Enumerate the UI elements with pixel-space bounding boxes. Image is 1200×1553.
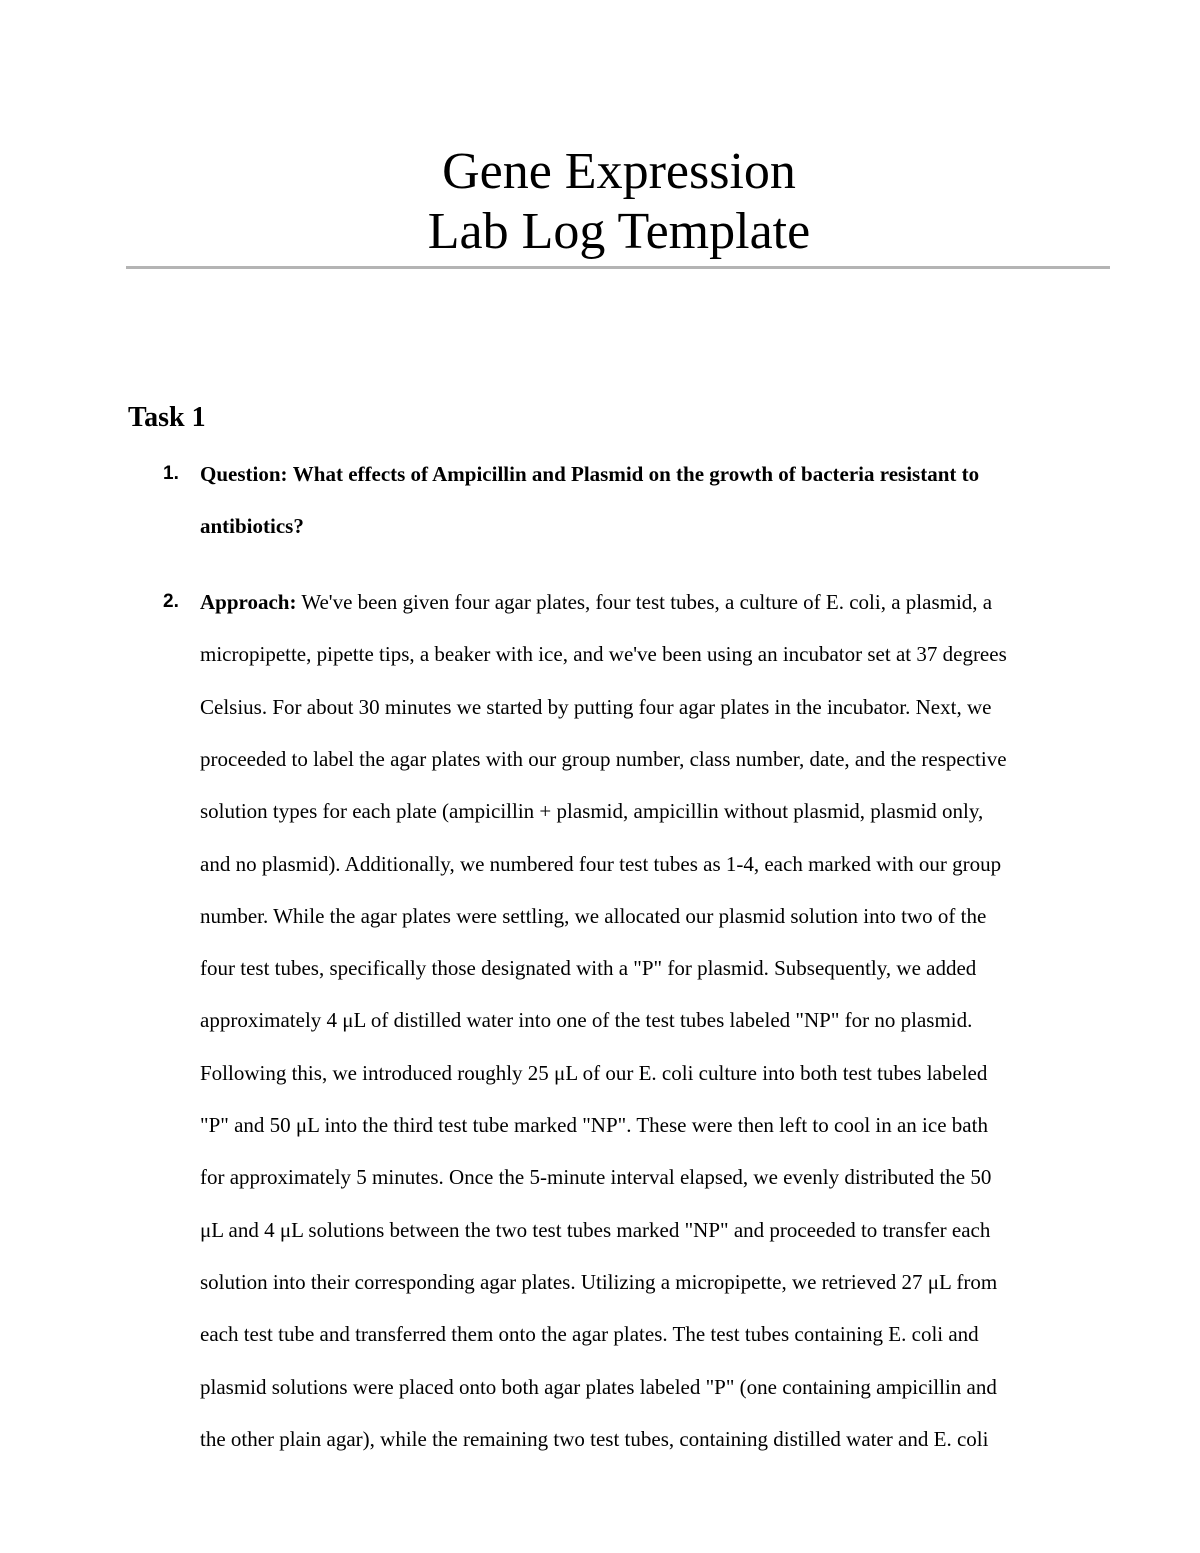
item-text-line (200, 500, 304, 552)
item-text: proceeded to label the agar plates with our group number, class number, date, and the respective (200, 746, 1007, 771)
item-text: μL and 4 μL solutions between the two test tubes marked "NP" and proceeded to transfer each (200, 1217, 991, 1242)
item-text-line (200, 1099, 988, 1151)
item-text-line (200, 942, 976, 994)
title-divider (126, 266, 1110, 269)
item-text-line (200, 733, 1007, 785)
item-text: each test tube and transferred them onto the agar plates. The test tubes containing E. coli and (200, 1322, 979, 1347)
item-text-line (200, 1256, 997, 1308)
title-line-2: Lab Log Template (427, 203, 811, 260)
item-text: approximately 4 μL of distilled water into one of the test tubes labeled "NP" for no plasmid. (200, 1008, 973, 1033)
item-label: Approach: (200, 590, 297, 614)
item-text: "P" and 50 μL into the third test tube marked "NP". These were then left to cool in an ice bath (200, 1113, 988, 1137)
item-number: 2. (163, 591, 179, 612)
item-text-line (200, 785, 983, 837)
item-text-line (200, 838, 1001, 890)
item-number: 1. (163, 463, 179, 484)
item-label: Question: (200, 462, 288, 486)
item-text: Following this, we introduced roughly 25 μL of our E. coli culture into both test tubes labeled (200, 1060, 988, 1085)
item-text-line (200, 1151, 991, 1203)
item-text-line (200, 1308, 979, 1360)
item-text: number. While the agar plates were settling, we allocated our plasmid solution into two of the (200, 903, 987, 928)
item-text: plasmid solutions were placed onto both agar plates labeled "P" (one containing ampicillin and (200, 1374, 997, 1399)
task-heading: Task 1 (128, 402, 206, 433)
item-text-line (200, 448, 979, 500)
item-text-line (200, 576, 992, 628)
item-text-line (200, 628, 1007, 680)
title-line-1: Gene Expression (442, 143, 796, 200)
item-text: We've been given four agar plates, four test tubes, a culture of E. coli, a plasmid, a (301, 590, 993, 614)
document-title (128, 142, 1110, 262)
item-text: solution into their corresponding agar plates. Utilizing a micropipette, we retrieved 27 μL from (200, 1269, 998, 1294)
item-text: antibiotics? (200, 514, 304, 539)
item-text: micropipette, pipette tips, a beaker with ice, and we've been using an incubator set at 37 degrees (200, 642, 1007, 667)
item-text: and no plasmid). Additionally, we numbered four test tubes as 1-4, each marked with our group (200, 851, 1002, 876)
item-text: What effects of Ampicillin and Plasmid on the growth of bacteria resistant to (292, 462, 980, 486)
item-text-line (200, 1047, 987, 1099)
item-text: the other plain agar), while the remaining two test tubes, containing distilled water and E. coli (200, 1426, 989, 1451)
item-text-line (200, 1204, 990, 1256)
item-text-line (200, 1413, 988, 1465)
item-text: solution types for each plate (ampicillin + plasmid, ampicillin without plasmid, plasmid only, (200, 799, 984, 824)
item-text-line (200, 994, 972, 1046)
item-text: four test tubes, specifically those designated with a "P" for plasmid. Subsequently, we added (200, 956, 977, 981)
item-text: Celsius. For about 30 minutes we started by putting four agar plates in the incubator. Next, we (200, 694, 992, 719)
item-text-line (200, 1361, 997, 1413)
item-text: for approximately 5 minutes. Once the 5-minute interval elapsed, we evenly distributed the 50 (200, 1165, 992, 1190)
item-text-line (200, 890, 986, 942)
item-text-line (200, 681, 991, 733)
